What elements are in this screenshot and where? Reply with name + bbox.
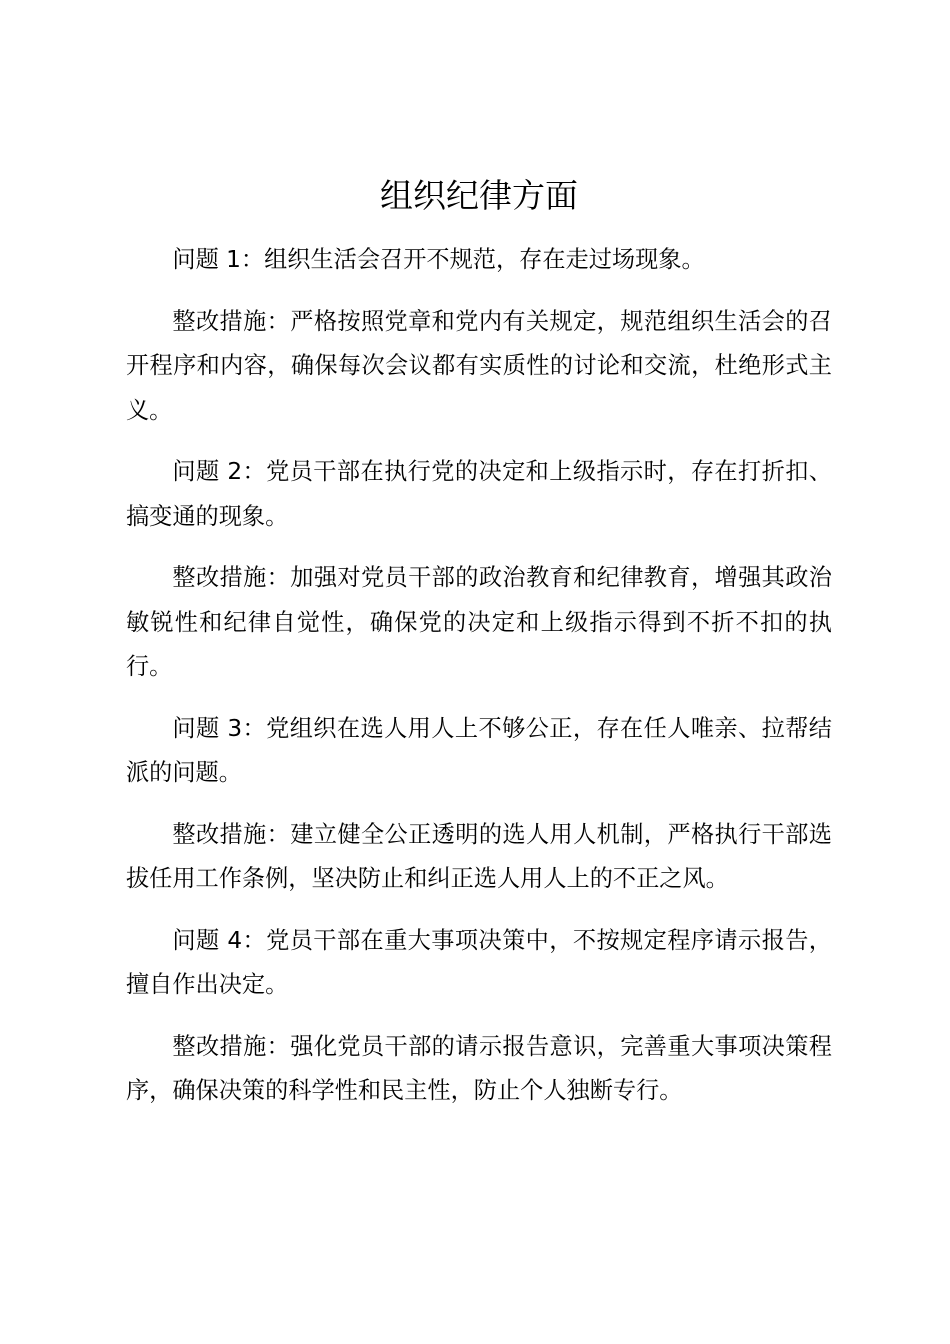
measure-3-paragraph: 整改措施：建立健全公正透明的选人用人机制，严格执行干部选拔任用工作条例，坚决防止和纠正选人用人上的不正之风。: [126, 820, 832, 892]
measure-1-paragraph: 整改措施：严格按照党章和党内有关规定，规范组织生活会的召开程序和内容，确保每次会议都有实质性的讨论和交流，杜绝形式主义。: [126, 307, 832, 424]
issue-3-paragraph: 问题 3：党组织在选人用人上不够公正，存在任人唯亲、拉帮结派的问题。: [126, 714, 832, 786]
issue-1-paragraph: 问题 1：组织生活会召开不规范，存在走过场现象。: [172, 246, 705, 273]
issue-2-paragraph: 问题 2：党员干部在执行党的决定和上级指示时，存在打折扣、搞变通的现象。: [126, 458, 832, 530]
document-title: 组织纪律方面: [380, 176, 578, 215]
measure-2-paragraph: 整改措施：加强对党员干部的政治教育和纪律教育，增强其政治敏锐性和纪律自觉性，确保党的决定和上级指示得到不折不扣的执行。: [126, 564, 832, 680]
issue-4-paragraph: 问题 4：党员干部在重大事项决策中，不按规定程序请示报告，擅自作出决定。: [126, 926, 832, 998]
measure-4-paragraph: 整改措施：强化党员干部的请示报告意识，完善重大事项决策程序，确保决策的科学性和民主性，防止个人独断专行。: [126, 1032, 832, 1104]
document-page: [126, 172, 832, 1131]
